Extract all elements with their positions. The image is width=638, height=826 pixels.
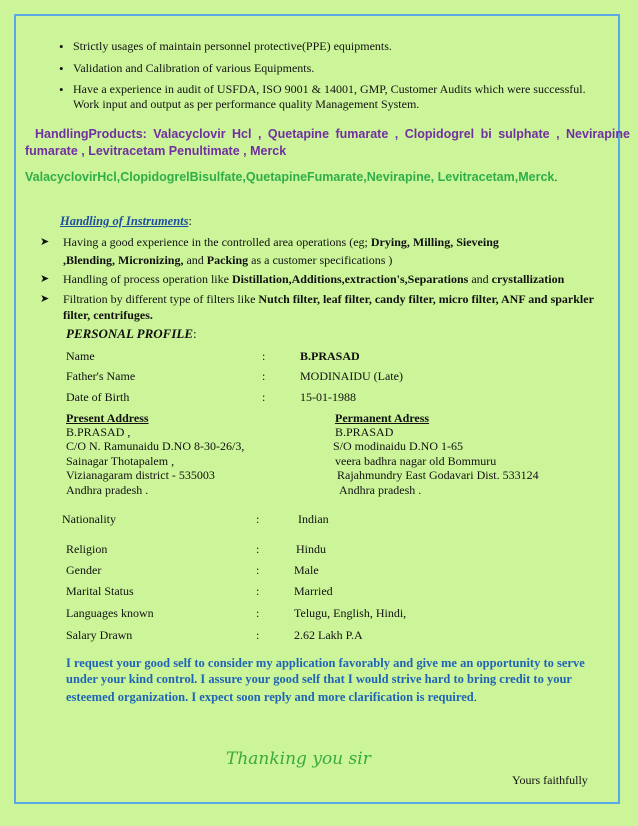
present-address-line: Sainagar Thotapalem , (66, 454, 175, 468)
bullet-ppe: • Strictly usages of maintain personnel protective(PPE) equipments. (73, 39, 392, 54)
request-line2: under your kind control. I assure your good self that I would strive hard to bring credit to your (66, 672, 572, 686)
instrument-item2: Handling of process operation like Distillation,Additions,extraction's,Separations and crystallization (63, 272, 565, 286)
yours-faithfully: Yours faithfully (512, 773, 588, 787)
present-address-line: B.PRASAD , (66, 425, 131, 439)
instrument-item3-cont: filter, centrifuges. (63, 308, 153, 322)
salary-label: Salary Drawn (66, 628, 133, 642)
gender-value: Male (294, 563, 319, 577)
religion-value: Hindu (296, 542, 326, 556)
marital-label: Marital Status (66, 584, 134, 598)
colon: : (256, 512, 260, 526)
colon: : (262, 390, 266, 404)
permanent-address-line: veera badhra nagar old Bommuru (335, 454, 497, 468)
present-address-line: Vizianagaram district - 535003 (66, 468, 215, 482)
arrow-bullet-icon: ➤ (40, 273, 50, 285)
request-line3: esteemed organization. I expect soon reply and more clarification is required. (66, 690, 477, 704)
present-address-line: C/O N. Ramunaidu D.NO 8-30-26/3, (66, 439, 245, 453)
languages-value: Telugu, English, Hindi, (294, 606, 407, 620)
instrument-item1: Having a good experience in the controlled area operations (eg; Drying, Milling, Sieveing (63, 235, 499, 249)
colon: : (256, 628, 260, 642)
nationality-label: Nationality (62, 512, 116, 526)
colon: : (256, 584, 260, 598)
colon: : (262, 369, 266, 383)
father-value: MODINAIDU (Late) (300, 369, 403, 383)
father-label: Father's Name (66, 369, 136, 383)
arrow-bullet-icon: ➤ (40, 293, 50, 305)
permanent-address-heading: Permanent Adress (335, 411, 430, 425)
salary-value: 2.62 Lakh P.A (294, 628, 363, 642)
bullet-audit-continuation: Work input and output as per performance quality Management System. (73, 97, 420, 111)
bullet-audit: • Have a experience in audit of USFDA, ISO 9001 & 14001, GMP, Customer Audits which were successful. (73, 82, 586, 97)
thanking-text: Thanking you sir (226, 749, 371, 769)
dob-label: Date of Birth (66, 390, 130, 404)
permanent-address-line: S/O modinaidu D.NO 1-65 (333, 439, 463, 453)
colon: : (256, 606, 260, 620)
present-address-line: Andhra pradesh . (66, 483, 149, 497)
present-address-heading: Present Address (66, 411, 149, 425)
dob-value: 15-01-1988 (300, 390, 356, 404)
colon: : (256, 563, 260, 577)
religion-label: Religion (66, 542, 108, 556)
colon: : (256, 542, 260, 556)
instrument-item3: Filtration by different type of filters like Nutch filter, leaf filter, candy filter, micro filter, ANF and sparkler (63, 292, 594, 306)
nationality-value: Indian (298, 512, 329, 526)
marital-value: Married (294, 584, 333, 598)
handling-products-line3: ValacyclovirHcl,ClopidogrelBisulfate,QuetapineFumarate,Nevirapine, Levitracetam,Merck. (25, 170, 558, 184)
permanent-address-line: Andhra pradesh . (339, 483, 422, 497)
bullet-validation: • Validation and Calibration of various Equipments. (73, 61, 314, 76)
arrow-bullet-icon: ➤ (40, 236, 50, 248)
handling-products-line1: HandlingProducts: Valacyclovir Hcl , Quetapine fumarate , Clopidogrel bi sulphate , Nevirapine (35, 127, 630, 141)
request-line1: I request your good self to consider my application favorably and give me an opportunity to serve (66, 656, 585, 670)
handling-products-line2: fumarate , Levitracetam Penultimate , Merck (25, 144, 287, 158)
profile-heading: PERSONAL PROFILE: (66, 326, 197, 341)
languages-label: Languages known (66, 606, 154, 620)
instruments-heading: Handling of Instruments: (60, 214, 192, 228)
permanent-address-line: B.PRASAD (335, 425, 394, 439)
gender-label: Gender (66, 563, 102, 577)
name-label: Name (66, 349, 95, 363)
colon: : (262, 349, 266, 363)
permanent-address-line: Rajahmundry East Godavari Dist. 533124 (337, 468, 539, 482)
instrument-item1-cont: ,Blending, Micronizing, and Packing as a customer specifications ) (63, 253, 393, 267)
name-value: B.PRASAD (300, 349, 360, 363)
